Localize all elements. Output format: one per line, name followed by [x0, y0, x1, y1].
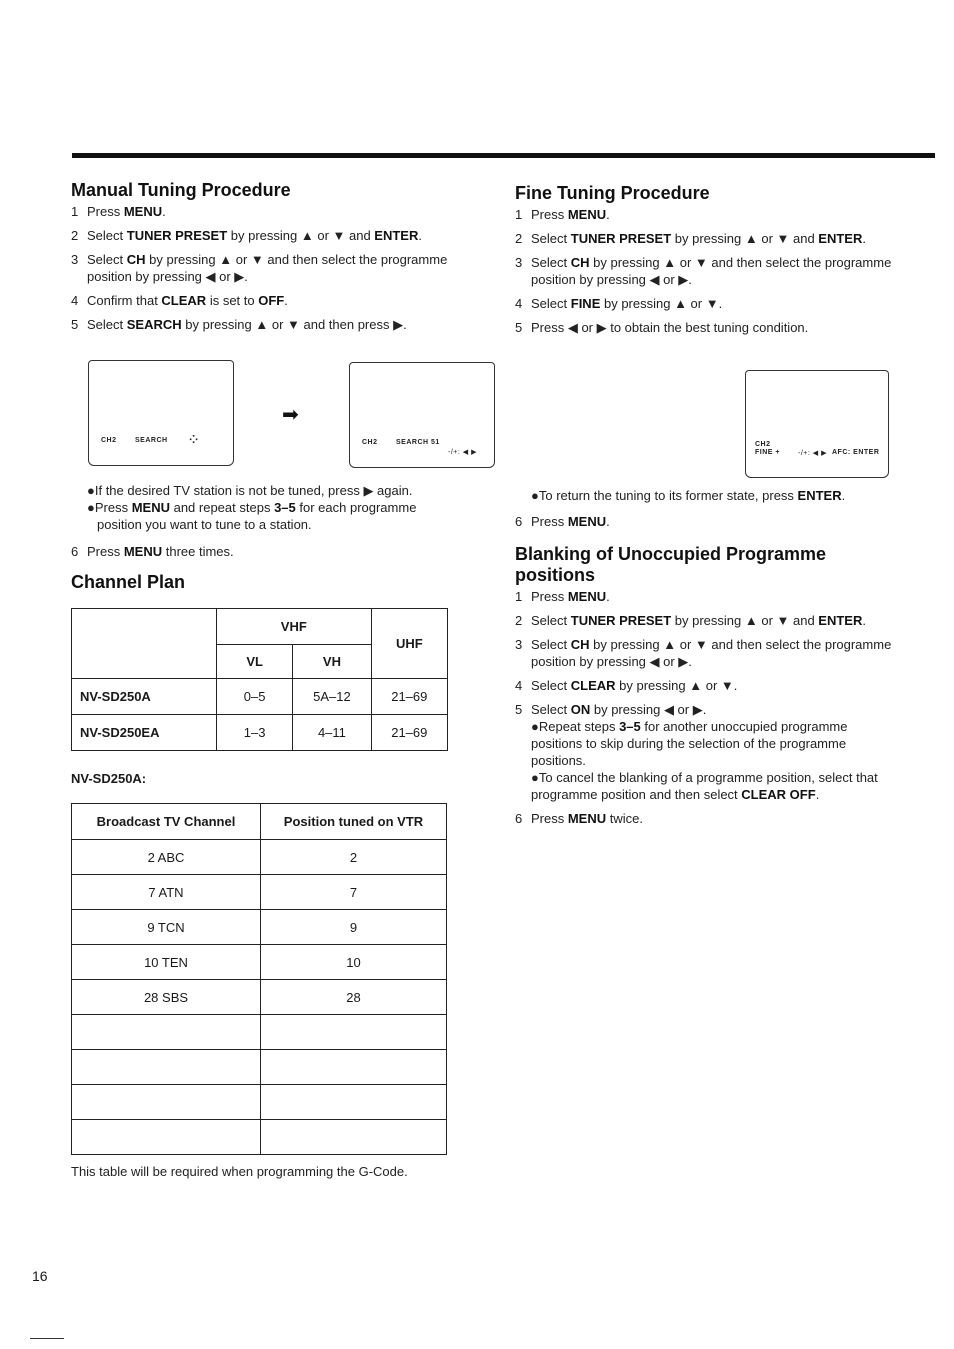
fine-step-6 [515, 513, 895, 537]
step-text: Press MENU twice. [531, 811, 643, 826]
search-spinner-icon: ⁘ [189, 434, 199, 446]
osd-channel: CH2 [101, 437, 117, 444]
position-cell [261, 1120, 447, 1155]
step-text: Select CLEAR by pressing ▲ or ▼. [531, 678, 738, 693]
step-number: 3 [71, 252, 79, 267]
position-cell [261, 1015, 447, 1050]
step-text: Select CH by pressing ▲ or ▼ and then select the programme position by pressing ◀ or ▶. [531, 255, 892, 287]
uhf-cell: 21–69 [371, 715, 447, 751]
osd-search-value: SEARCH 51 [396, 439, 440, 446]
channel-position-table [71, 803, 447, 1155]
position-cell: 10 [261, 945, 447, 980]
step-text: Press ◀ or ▶ to obtain the best tuning condition. [531, 320, 809, 335]
header-rule [72, 153, 935, 158]
step-text: Press MENU three times. [87, 544, 234, 559]
step-number: 4 [515, 678, 523, 693]
osd-afc: AFC: ENTER [832, 449, 880, 456]
osd-search: SEARCH [135, 437, 168, 444]
vl-cell: 0–5 [217, 679, 293, 715]
position-cell: 9 [261, 910, 447, 945]
osd-channel: CH2 [362, 439, 378, 446]
position-cell [261, 1050, 447, 1085]
table-row [72, 1050, 447, 1085]
model-cell: NV-SD250EA [72, 715, 217, 751]
vl-cell: 1–3 [217, 715, 293, 751]
map-note: This table will be required when programming the G-Code. [71, 1164, 408, 1179]
step-number: 5 [71, 317, 79, 332]
table-row [72, 715, 448, 751]
step-number: 4 [515, 296, 523, 311]
note-item: ●If the desired TV station is not be tuned, press ▶ again. [87, 483, 413, 498]
broadcast-channel-cell: 28 SBS [72, 980, 261, 1015]
step-item [515, 295, 895, 312]
plan-corner-cell [72, 609, 217, 679]
step-text: Select CH by pressing ▲ or ▼ and then select the programme position by pressing ◀ or ▶. [87, 252, 448, 284]
step-number: 6 [71, 544, 79, 559]
step-number: 4 [71, 293, 79, 308]
map-label: NV-SD250A: [71, 771, 147, 786]
fine-tuning-steps [515, 206, 895, 336]
table-row [72, 945, 447, 980]
step-text: Press MENU. [531, 207, 610, 222]
step-item [71, 292, 461, 309]
step-number: 5 [515, 702, 523, 717]
manual-tuning-title: Manual Tuning Procedure [71, 180, 291, 200]
page-number: 16 [32, 1268, 48, 1284]
table-row [72, 910, 447, 945]
broadcast-channel-cell: 7 ATN [72, 875, 261, 910]
broadcast-channel-header: Broadcast TV Channel [72, 804, 261, 840]
footer-rule [30, 1338, 64, 1339]
note-item: ●Press MENU and repeat steps 3–5 for each programme position you want to tune to a station. [87, 500, 417, 532]
step-item [515, 319, 895, 336]
step-text: Press MENU. [531, 514, 610, 529]
step-item [515, 513, 895, 530]
broadcast-channel-cell [72, 1050, 261, 1085]
step-item [515, 588, 895, 605]
uhf-cell: 21–69 [371, 679, 447, 715]
position-cell: 7 [261, 875, 447, 910]
osd-scale: -/+: ◀ ▶ [448, 449, 477, 456]
step-number: 5 [515, 320, 523, 335]
step-number: 2 [515, 613, 523, 628]
position-cell: 2 [261, 840, 447, 875]
step-item [71, 543, 461, 560]
broadcast-channel-cell [72, 1085, 261, 1120]
channel-plan-table [71, 608, 448, 751]
osd-scale: -/+: ◀ ▶ [798, 450, 827, 457]
fine-tuning-title: Fine Tuning Procedure [515, 183, 710, 203]
table-row [72, 1120, 447, 1155]
step-item [515, 677, 895, 694]
right-column [515, 183, 895, 343]
position-header: Position tuned on VTR [261, 804, 447, 840]
osd-channel: CH2 [755, 441, 771, 448]
broadcast-channel-cell: 2 ABC [72, 840, 261, 875]
step-text: Select TUNER PRESET by pressing ▲ or ▼ and ENTER. [531, 613, 866, 628]
table-row [72, 1015, 447, 1050]
step-number: 1 [71, 204, 79, 219]
tv-screen-fine [745, 370, 889, 478]
table-row [72, 1085, 447, 1120]
step-item [515, 612, 895, 629]
broadcast-channel-cell [72, 1015, 261, 1050]
step-number: 3 [515, 255, 523, 270]
step-number: 6 [515, 514, 523, 529]
broadcast-channel-cell: 10 TEN [72, 945, 261, 980]
step-text: Select CH by pressing ▲ or ▼ and then select the programme position by pressing ◀ or ▶. [531, 637, 892, 669]
osd-fine: FINE + [755, 449, 780, 456]
table-row [72, 875, 447, 910]
step-item [515, 636, 895, 670]
step-item [71, 316, 461, 333]
step-number: 3 [515, 637, 523, 652]
tv-screen-search-result [349, 362, 495, 468]
plan-vl-header: VL [217, 645, 293, 679]
step-text: Select SEARCH by pressing ▲ or ▼ and then press ▶. [87, 317, 407, 332]
vh-cell: 4–11 [293, 715, 371, 751]
broadcast-channel-cell: 9 TCN [72, 910, 261, 945]
left-column [71, 180, 461, 340]
vh-cell: 5A–12 [293, 679, 371, 715]
blanking-title: Blanking of Unoccupied Programme positions [515, 544, 827, 585]
manual-step-6 [71, 543, 461, 567]
step-text: Press MENU. [87, 204, 166, 219]
step-number: 2 [71, 228, 79, 243]
step-item [515, 254, 895, 288]
position-cell [261, 1085, 447, 1120]
channel-plan-title: Channel Plan [71, 572, 186, 592]
step-text: Select TUNER PRESET by pressing ▲ or ▼ and ENTER. [531, 231, 866, 246]
plan-vh-header: VH [293, 645, 371, 679]
table-row [72, 840, 447, 875]
step-text: Confirm that CLEAR is set to OFF. [87, 293, 288, 308]
plan-uhf-header: UHF [371, 609, 447, 679]
step-item [71, 203, 461, 220]
step-number: 2 [515, 231, 523, 246]
tv-screen-search [88, 360, 234, 466]
fine-note [531, 487, 901, 504]
manual-notes [87, 482, 457, 533]
step-text: Press MENU. [531, 589, 610, 604]
step-text: Select FINE by pressing ▲ or ▼. [531, 296, 723, 311]
table-row [72, 980, 447, 1015]
model-cell: NV-SD250A [72, 679, 217, 715]
step-text: Select TUNER PRESET by pressing ▲ or ▼ and ENTER. [87, 228, 422, 243]
step-item [71, 227, 461, 244]
step-item [515, 230, 895, 247]
blanking-steps [515, 588, 895, 834]
step-item [515, 810, 895, 827]
position-cell: 28 [261, 980, 447, 1015]
broadcast-channel-cell [72, 1120, 261, 1155]
step-number: 6 [515, 811, 523, 826]
step-number: 1 [515, 589, 523, 604]
step-item [515, 701, 895, 803]
step-number: 1 [515, 207, 523, 222]
step-item [515, 206, 895, 223]
note-item: ●To return the tuning to its former state, press ENTER. [531, 488, 846, 503]
manual-tuning-steps [71, 203, 461, 333]
table-row [72, 679, 448, 715]
step-text: Select ON by pressing ◀ or ▶. ●Repeat steps 3–5 for another unoccupied programme positions to skip during the selection of the programme positions. ●To cancel the blanking of a programme position, select that programme position and then select CLEAR OFF. [531, 702, 878, 802]
right-arrow-icon: ➡ [282, 404, 299, 426]
step-item [71, 251, 461, 285]
plan-vhf-header: VHF [217, 609, 372, 645]
